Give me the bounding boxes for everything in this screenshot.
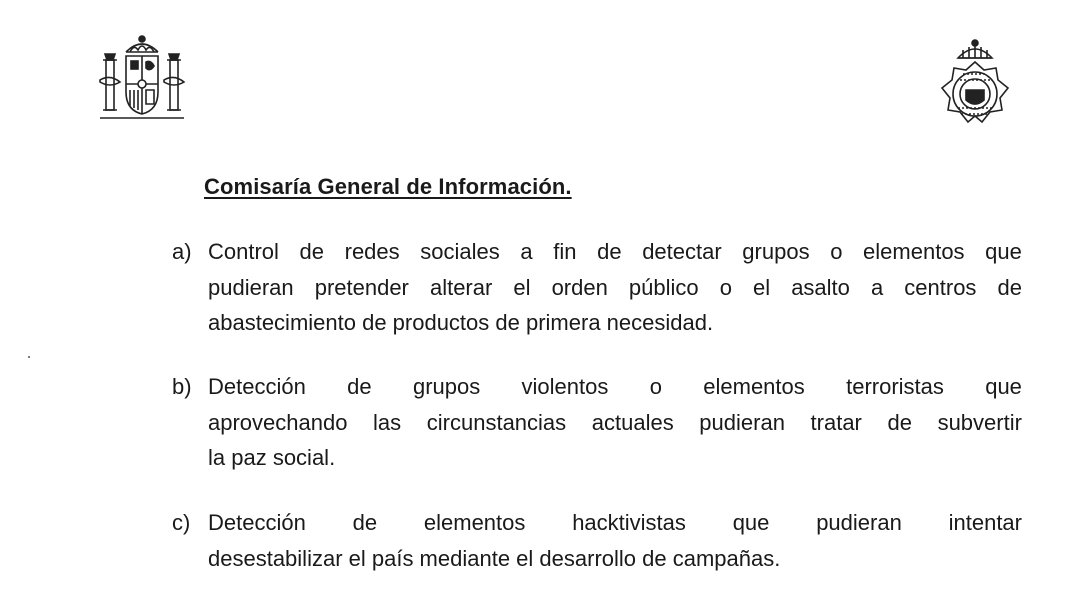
list-item-text [208,234,1022,341]
policia-nacional-badge-icon [930,36,1020,136]
list-item-text [208,505,1022,576]
list-item-text [208,369,1022,476]
section-title: Comisaría General de Información. [204,174,572,199]
text-line: Detección de elementos hacktivistas que pudieran intentar [208,510,1022,535]
text-line: Detección de grupos violentos o elementos terroristas que [208,374,1022,399]
list-item-c [172,505,1022,576]
text-line: pudieran pretender alterar el orden público o el asalto a centros de [208,274,1022,300]
text-line: Control de redes sociales a fin de detectar grupos o elementos que [208,239,1022,264]
list-item-a [172,234,1022,341]
text-line: aprovechando las circunstancias actuales pudieran tratar de subvertir [208,409,1022,435]
text-line: la paz social. [208,445,336,470]
text-line: desestabilizar el país mediante el desarrollo de campañas. [208,545,781,571]
list-item-b [172,369,1022,476]
list-item-marker: a) [172,239,192,264]
list-item-marker: b) [172,374,192,399]
spain-coat-of-arms-icon [96,30,188,122]
list-item-marker: c) [172,510,191,535]
stray-mark [28,356,30,358]
text-line: abastecimiento de productos de primera necesidad. [208,310,714,335]
